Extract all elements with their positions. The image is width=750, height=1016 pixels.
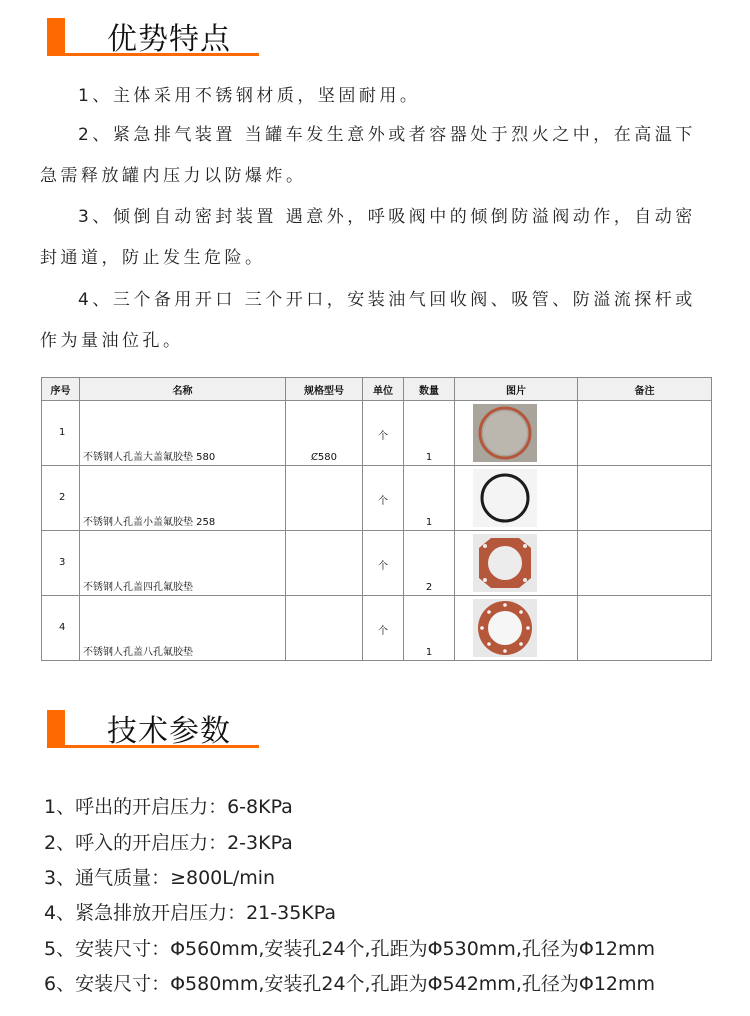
part-name: 不锈钢人孔盖八孔氟胶垫 — [83, 647, 193, 658]
param-item-5: 5、安装尺寸：Φ560mm,安装孔24个,孔距为Φ530mm,孔径为Φ12mm — [44, 938, 656, 960]
accent-bar — [47, 710, 65, 745]
col-header-picture: 图片 — [455, 378, 578, 401]
part-qty: 1 — [425, 452, 433, 463]
section-title: 技术参数 — [107, 714, 231, 749]
table-row — [42, 596, 712, 661]
part-name: 不锈钢人孔盖小盖氟胶垫 258 — [83, 517, 216, 528]
col-header-name: 名称 — [80, 378, 286, 401]
part-qty: 1 — [425, 517, 433, 528]
row-number: 3 — [59, 557, 66, 568]
part-unit: 个 — [378, 561, 388, 572]
param-item-3: 3、通气质量：≥800L/min — [44, 867, 276, 889]
row-number: 1 — [59, 427, 66, 438]
col-header-qty: 数量 — [404, 378, 455, 401]
part-qty: 1 — [425, 647, 433, 658]
four-hole-gasket-image — [473, 534, 537, 592]
feature-item-4: 4、三个备用开口 三个开口，安装油气回收阀、吸管、防溢流探杆或作为量油位孔。 — [40, 290, 696, 351]
part-qty: 2 — [425, 582, 433, 593]
feature-item-2: 2、紧急排气装置 当罐车发生意外或者容器处于烈火之中，在高温下急需释放罐内压力以防爆炸。 — [40, 125, 696, 186]
col-header-no: 序号 — [42, 378, 80, 401]
accent-bar — [47, 18, 65, 53]
col-header-remark: 备注 — [578, 378, 712, 401]
ring-gasket-large-image — [473, 404, 537, 462]
part-unit: 个 — [378, 431, 388, 442]
eight-hole-gasket-image — [473, 599, 537, 657]
part-unit: 个 — [378, 626, 388, 637]
part-unit: 个 — [378, 496, 388, 507]
param-item-2: 2、呼入的开启压力：2-3KPa — [44, 832, 293, 854]
part-spec: Ȼ580 — [310, 452, 338, 463]
table-row — [42, 401, 712, 466]
table-row — [42, 466, 712, 531]
table-row — [42, 531, 712, 596]
row-number: 4 — [59, 622, 66, 633]
param-item-1: 1、呼出的开启压力：6-8KPa — [44, 796, 293, 818]
param-item-6: 6、安装尺寸：Φ580mm,安装孔24个,孔距为Φ542mm,孔径为Φ12mm — [44, 973, 656, 995]
row-number: 2 — [59, 492, 66, 503]
feature-item-3: 3、倾倒自动密封装置 遇意外，呼吸阀中的倾倒防溢阀动作，自动密封通道，防止发生危险。 — [40, 207, 696, 268]
part-name: 不锈钢人孔盖大盖氟胶垫 580 — [83, 452, 216, 463]
param-item-4: 4、紧急排放开启压力：21-35KPa — [44, 902, 337, 924]
section-title: 优势特点 — [107, 22, 231, 57]
ring-gasket-small-image — [473, 469, 537, 527]
part-name: 不锈钢人孔盖四孔氟胶垫 — [83, 582, 193, 593]
col-header-spec: 规格型号 — [286, 378, 363, 401]
table-header-row — [42, 378, 712, 401]
col-header-unit: 单位 — [363, 378, 404, 401]
parts-table — [41, 377, 712, 661]
feature-item-1: 1、主体采用不锈钢材质，坚固耐用。 — [78, 86, 421, 106]
